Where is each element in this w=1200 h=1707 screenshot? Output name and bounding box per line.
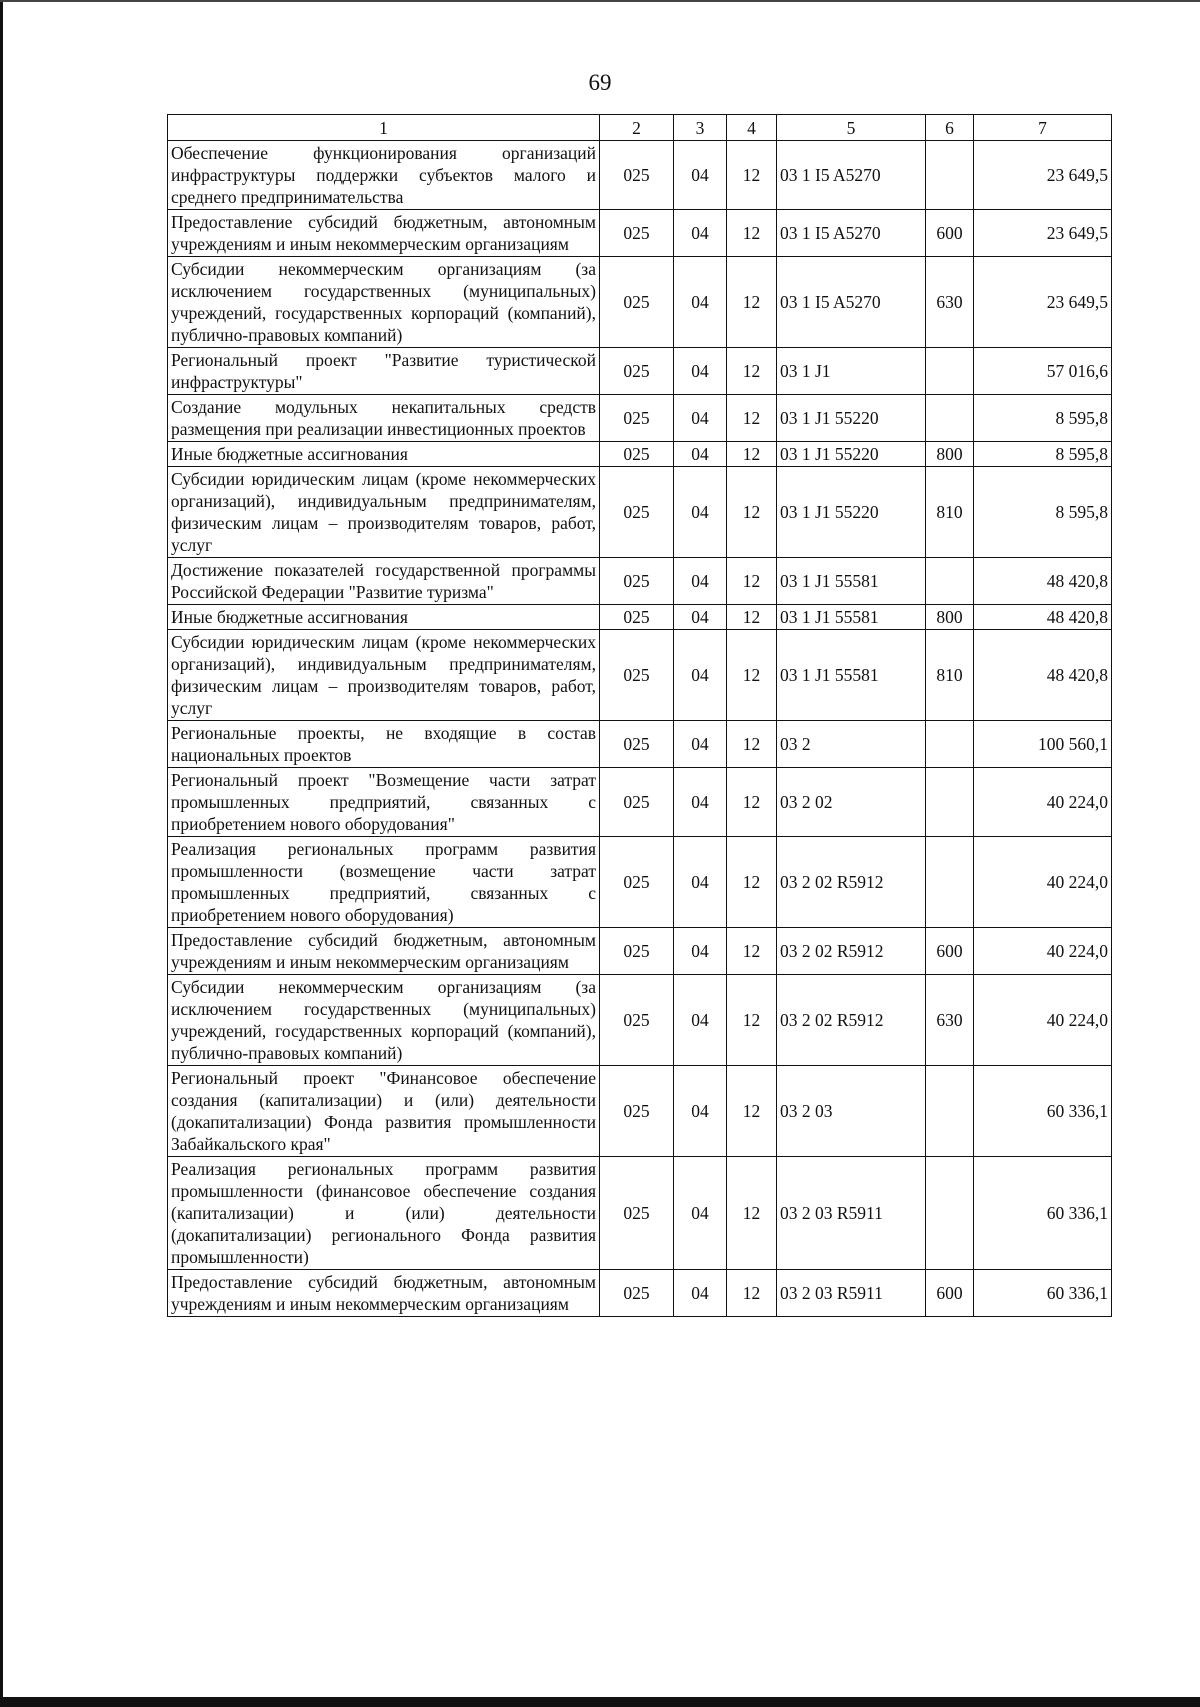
ministry-code-cell: 025 xyxy=(600,1270,674,1317)
amount-cell: 57 016,6 xyxy=(974,348,1112,395)
subsection-code-cell: 12 xyxy=(727,210,777,257)
target-article-cell: 03 1 J1 55220 xyxy=(777,467,926,558)
ministry-code-cell: 025 xyxy=(600,605,674,630)
target-article-cell: 03 1 J1 55581 xyxy=(777,605,926,630)
section-code-cell: 04 xyxy=(674,210,727,257)
table-row xyxy=(168,141,1112,210)
target-article-cell: 03 1 J1 55581 xyxy=(777,558,926,605)
ministry-code-cell: 025 xyxy=(600,141,674,210)
amount-cell: 23 649,5 xyxy=(974,141,1112,210)
subsection-code-cell: 12 xyxy=(727,467,777,558)
row-name-cell: Создание модульных некапитальных средств размещения при реализации инвестиционных проектов xyxy=(168,395,600,442)
subsection-code-cell: 12 xyxy=(727,1157,777,1270)
target-article-cell: 03 2 03 R5911 xyxy=(777,1270,926,1317)
header-col-1: 1 xyxy=(168,115,600,141)
ministry-code-cell: 025 xyxy=(600,975,674,1066)
header-col-4: 4 xyxy=(727,115,777,141)
table-row xyxy=(168,348,1112,395)
table-row xyxy=(168,630,1112,721)
amount-cell: 23 649,5 xyxy=(974,210,1112,257)
section-code-cell: 04 xyxy=(674,1066,727,1157)
ministry-code-cell: 025 xyxy=(600,1157,674,1270)
section-code-cell: 04 xyxy=(674,1270,727,1317)
expense-type-cell: 600 xyxy=(926,210,974,257)
subsection-code-cell: 12 xyxy=(727,141,777,210)
table-row xyxy=(168,395,1112,442)
row-name-cell: Реализация региональных программ развития промышленности (финансовое обеспечение создания (капитализации) и (или) деятельности (докапитализации) регионального Фонда развития промышленности) xyxy=(168,1157,600,1270)
expense-type-cell: 810 xyxy=(926,467,974,558)
table-row xyxy=(168,558,1112,605)
row-name-cell: Предоставление субсидий бюджетным, автономным учреждениям и иным некоммерческим организациям xyxy=(168,1270,600,1317)
scan-edge-bottom xyxy=(0,1697,1200,1707)
amount-cell: 48 420,8 xyxy=(974,630,1112,721)
expense-type-cell xyxy=(926,348,974,395)
table-row xyxy=(168,837,1112,928)
target-article-cell: 03 1 J1 55220 xyxy=(777,442,926,467)
amount-cell: 60 336,1 xyxy=(974,1066,1112,1157)
target-article-cell: 03 2 02 R5912 xyxy=(777,837,926,928)
target-article-cell: 03 1 J1 55220 xyxy=(777,395,926,442)
table-body xyxy=(168,115,1112,1317)
subsection-code-cell: 12 xyxy=(727,558,777,605)
header-col-6: 6 xyxy=(926,115,974,141)
row-name-cell: Региональные проекты, не входящие в состав национальных проектов xyxy=(168,721,600,768)
subsection-code-cell: 12 xyxy=(727,348,777,395)
section-code-cell: 04 xyxy=(674,975,727,1066)
subsection-code-cell: 12 xyxy=(727,605,777,630)
target-article-cell: 03 2 03 xyxy=(777,1066,926,1157)
expense-type-cell xyxy=(926,558,974,605)
amount-cell: 40 224,0 xyxy=(974,975,1112,1066)
expense-type-cell: 630 xyxy=(926,257,974,348)
ministry-code-cell: 025 xyxy=(600,558,674,605)
table-row xyxy=(168,257,1112,348)
amount-cell: 60 336,1 xyxy=(974,1270,1112,1317)
ministry-code-cell: 025 xyxy=(600,210,674,257)
table-row xyxy=(168,768,1112,837)
ministry-code-cell: 025 xyxy=(600,257,674,348)
row-name-cell: Предоставление субсидий бюджетным, автономным учреждениям и иным некоммерческим организациям xyxy=(168,928,600,975)
subsection-code-cell: 12 xyxy=(727,395,777,442)
target-article-cell: 03 1 I5 A5270 xyxy=(777,257,926,348)
subsection-code-cell: 12 xyxy=(727,1066,777,1157)
table-row xyxy=(168,210,1112,257)
amount-cell: 100 560,1 xyxy=(974,721,1112,768)
ministry-code-cell: 025 xyxy=(600,395,674,442)
amount-cell: 60 336,1 xyxy=(974,1157,1112,1270)
row-name-cell: Региональный проект "Финансовое обеспечение создания (капитализации) и (или) деятельности (докапитализации) Фонда развития промышленности Забайкальского края" xyxy=(168,1066,600,1157)
subsection-code-cell: 12 xyxy=(727,768,777,837)
table-row xyxy=(168,721,1112,768)
section-code-cell: 04 xyxy=(674,141,727,210)
budget-table xyxy=(167,114,1112,1317)
amount-cell: 48 420,8 xyxy=(974,558,1112,605)
section-code-cell: 04 xyxy=(674,605,727,630)
subsection-code-cell: 12 xyxy=(727,1270,777,1317)
amount-cell: 48 420,8 xyxy=(974,605,1112,630)
header-col-5: 5 xyxy=(777,115,926,141)
subsection-code-cell: 12 xyxy=(727,837,777,928)
amount-cell: 8 595,8 xyxy=(974,442,1112,467)
section-code-cell: 04 xyxy=(674,928,727,975)
section-code-cell: 04 xyxy=(674,257,727,348)
table-row xyxy=(168,1066,1112,1157)
ministry-code-cell: 025 xyxy=(600,630,674,721)
row-name-cell: Субсидии юридическим лицам (кроме некоммерческих организаций), индивидуальным предпринимателям, физическим лицам – производителям товаров, работ, услуг xyxy=(168,630,600,721)
ministry-code-cell: 025 xyxy=(600,928,674,975)
expense-type-cell xyxy=(926,1157,974,1270)
header-col-3: 3 xyxy=(674,115,727,141)
table-row xyxy=(168,928,1112,975)
target-article-cell: 03 2 02 xyxy=(777,768,926,837)
expense-type-cell: 600 xyxy=(926,928,974,975)
row-name-cell: Региональный проект "Развитие туристической инфраструктуры" xyxy=(168,348,600,395)
expense-type-cell xyxy=(926,395,974,442)
section-code-cell: 04 xyxy=(674,348,727,395)
subsection-code-cell: 12 xyxy=(727,975,777,1066)
amount-cell: 40 224,0 xyxy=(974,928,1112,975)
table-row xyxy=(168,1270,1112,1317)
ministry-code-cell: 025 xyxy=(600,442,674,467)
section-code-cell: 04 xyxy=(674,442,727,467)
row-name-cell: Субсидии юридическим лицам (кроме некоммерческих организаций), индивидуальным предпринимателям, физическим лицам – производителям товаров, работ, услуг xyxy=(168,467,600,558)
expense-type-cell xyxy=(926,837,974,928)
table-header-row xyxy=(168,115,1112,141)
ministry-code-cell: 025 xyxy=(600,348,674,395)
table-row xyxy=(168,442,1112,467)
target-article-cell: 03 1 J1 55581 xyxy=(777,630,926,721)
row-name-cell: Субсидии некоммерческим организациям (за исключением государственных (муниципальных) учреждений, государственных корпораций (компаний), публично-правовых компаний) xyxy=(168,975,600,1066)
section-code-cell: 04 xyxy=(674,467,727,558)
expense-type-cell xyxy=(926,768,974,837)
header-col-2: 2 xyxy=(600,115,674,141)
amount-cell: 23 649,5 xyxy=(974,257,1112,348)
row-name-cell: Иные бюджетные ассигнования xyxy=(168,605,600,630)
ministry-code-cell: 025 xyxy=(600,1066,674,1157)
subsection-code-cell: 12 xyxy=(727,257,777,348)
target-article-cell: 03 1 I5 A5270 xyxy=(777,210,926,257)
section-code-cell: 04 xyxy=(674,837,727,928)
subsection-code-cell: 12 xyxy=(727,928,777,975)
amount-cell: 40 224,0 xyxy=(974,768,1112,837)
row-name-cell: Субсидии некоммерческим организациям (за исключением государственных (муниципальных) учреждений, государственных корпораций (компаний), публично-правовых компаний) xyxy=(168,257,600,348)
expense-type-cell: 810 xyxy=(926,630,974,721)
amount-cell: 8 595,8 xyxy=(974,395,1112,442)
amount-cell: 8 595,8 xyxy=(974,467,1112,558)
target-article-cell: 03 2 xyxy=(777,721,926,768)
expense-type-cell: 600 xyxy=(926,1270,974,1317)
row-name-cell: Предоставление субсидий бюджетным, автономным учреждениям и иным некоммерческим организациям xyxy=(168,210,600,257)
row-name-cell: Региональный проект "Возмещение части затрат промышленных предприятий, связанных с приобретением нового оборудования" xyxy=(168,768,600,837)
section-code-cell: 04 xyxy=(674,721,727,768)
expense-type-cell xyxy=(926,1066,974,1157)
expense-type-cell xyxy=(926,721,974,768)
ministry-code-cell: 025 xyxy=(600,721,674,768)
subsection-code-cell: 12 xyxy=(727,630,777,721)
table-row xyxy=(168,975,1112,1066)
subsection-code-cell: 12 xyxy=(727,442,777,467)
ministry-code-cell: 025 xyxy=(600,768,674,837)
section-code-cell: 04 xyxy=(674,395,727,442)
target-article-cell: 03 2 02 R5912 xyxy=(777,975,926,1066)
target-article-cell: 03 1 I5 A5270 xyxy=(777,141,926,210)
subsection-code-cell: 12 xyxy=(727,721,777,768)
section-code-cell: 04 xyxy=(674,630,727,721)
table-row xyxy=(168,1157,1112,1270)
section-code-cell: 04 xyxy=(674,558,727,605)
row-name-cell: Реализация региональных программ развития промышленности (возмещение части затрат промышленных предприятий, связанных с приобретением нового оборудования) xyxy=(168,837,600,928)
ministry-code-cell: 025 xyxy=(600,467,674,558)
row-name-cell: Обеспечение функционирования организаций инфраструктуры поддержки субъектов малого и среднего предпринимательства xyxy=(168,141,600,210)
table-row xyxy=(168,467,1112,558)
section-code-cell: 04 xyxy=(674,1157,727,1270)
target-article-cell: 03 2 03 R5911 xyxy=(777,1157,926,1270)
page-number: 69 xyxy=(588,70,612,95)
amount-cell: 40 224,0 xyxy=(974,837,1112,928)
row-name-cell: Достижение показателей государственной программы Российской Федерации "Развитие туризма" xyxy=(168,558,600,605)
ministry-code-cell: 025 xyxy=(600,837,674,928)
table-row xyxy=(168,605,1112,630)
scan-edge-left xyxy=(0,0,3,1707)
row-name-cell: Иные бюджетные ассигнования xyxy=(168,442,600,467)
expense-type-cell xyxy=(926,141,974,210)
target-article-cell: 03 2 02 R5912 xyxy=(777,928,926,975)
expense-type-cell: 630 xyxy=(926,975,974,1066)
header-col-7: 7 xyxy=(974,115,1112,141)
section-code-cell: 04 xyxy=(674,768,727,837)
scan-edge-top xyxy=(0,0,1200,2)
expense-type-cell: 800 xyxy=(926,605,974,630)
expense-type-cell: 800 xyxy=(926,442,974,467)
target-article-cell: 03 1 J1 xyxy=(777,348,926,395)
